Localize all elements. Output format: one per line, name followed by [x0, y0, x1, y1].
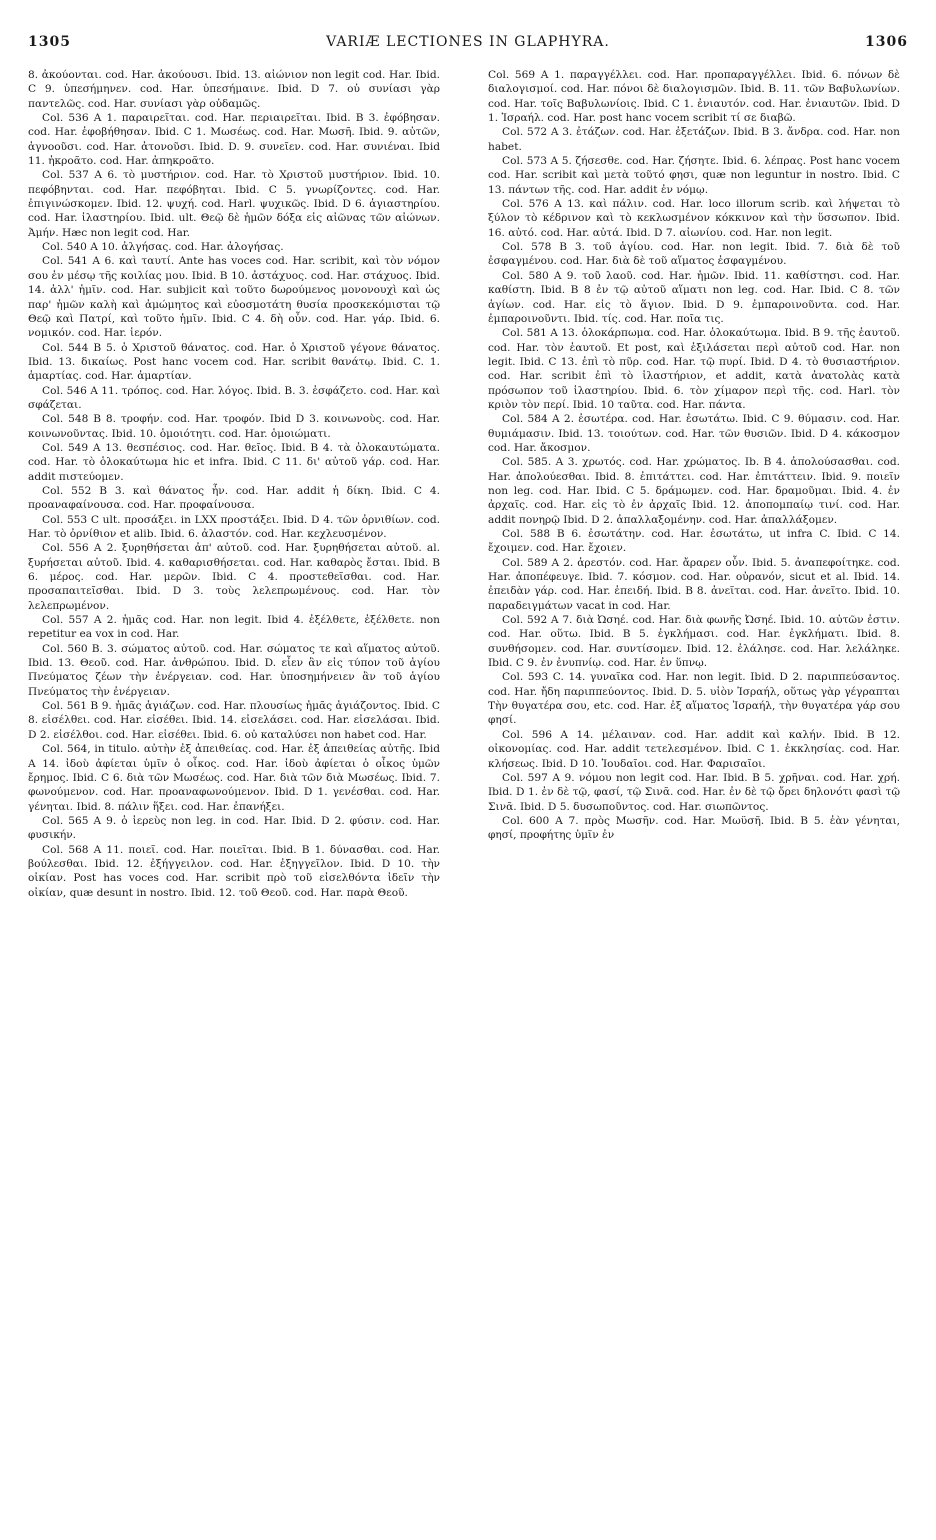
right-column	[488, 68, 900, 843]
variant-entry: Col. 569 A 1. παραγγέλλει. cod. Har. προπαραγγέλλει. Ibid. 6. πόνων δὲ διαλογισμοί. cod. Har. πόνοι δὲ διαλογισμῶν. Ibid. B. 11. τῶν Βαβυλωνίων. cod. Har. τοῖς Βαβυλωνίοις. Ibid. C 1. ἐνιαυτόν. cod. Har. ἐνιαυτῶν. Ibid. D 1. Ἰσραήλ. cod. Har. post hanc vocem scribit τί σε διαβῶ.	[488, 69, 900, 125]
variant-entry: Col. 585. A 3. χρωτός. cod. Har. χρώματος. Ib. B 4. ἀπολούσασθαι. cod. Har. ἀπολούεσθαι. Ibid. 8. ἐπιτάττει. cod. Har. ἐπιτάττειν. Ibid. 9. ποιεῖν non leg. cod. Har. Ibid. C 5. δράμωμεν. cod. Har. δραμοῦμαι. Ibid. 4. ἐν ἀρχαῖς. cod. Har. εἰς τὸ ἐν ἀρχαῖς Ibid. 12. ἀποπομπαίῳ τινί. cod. Har. addit πονηρῷ Ibid. D 2. ἀπαλλαξομένην. cod. Har. ἀπαλλάξομεν.	[488, 456, 900, 526]
running-header	[28, 34, 908, 56]
variant-entry: Col. 596 A 14. μέλαιναν. cod. Har. addit καὶ καλήν. Ibid. B 12. οἰκονομίας. cod. Har. addit τετελεσμένον. Ibid. C 1. ἐκκλησίας. cod. Har. κλήσεως. Ibid. D 10. Ἰουδαῖοι. cod. Har. Φαρισαῖοι.	[488, 728, 900, 770]
variant-entry: Col. 597 A 9. νόμου non legit cod. Har. Ibid. B 5. χρῆναι. cod. Har. χρή. Ibid. D 1. ἐν δὲ τῷ, φασί, τῷ Σινᾶ. cod. Har. ἐν δὲ τῷ ὄρει δηλονότι φασὶ τῷ Σινᾶ. Ibid. D 5. δυσωποῦντος. cod. Har. σιωπῶντος.	[488, 771, 900, 813]
variant-entry: Col. 568 A 11. ποιεῖ. cod. Har. ποιεῖται. Ibid. B 1. δύνασθαι. cod. Har. βούλεσθαι. Ibid. 12. ἐξήγγειλον. cod. Har. ἐξηγγεῖλον. Ibid. D 10. τὴν οἰκίαν. Post has voces cod. Har. scribit πρὸ τοῦ εἰσελθόντα ἰδεῖν τὴν οἰκίαν, quæ desunt in nostro. Ibid. 12. τοῦ Θεοῦ. cod. Har. παρὰ Θεοῦ.	[28, 843, 440, 899]
running-title: VARIÆ LECTIONES IN GLAPHYRA.	[326, 34, 610, 50]
variant-entry: Col. 593 C. 14. γυναῖκα cod. Har. non legit. Ibid. D 2. παριππεύσαντος. cod. Har. ἤδη παριππεύοντος. Ibid. D. 5. υἱὸν Ἰσραήλ, οὕτως γὰρ γέγραπται Τὴν θυγατέρα σου, etc. cod. Har. ἐξ αἵματος Ἰσραήλ, τὴν θυγατέρα γάρ σου φησί.	[488, 671, 900, 727]
variant-entry: Col. 584 A 2. ἐσωτέρα. cod. Har. ἐσωτάτω. Ibid. C 9. θύμασιν. cod. Har. θυμιάμασιν. Ibid. 13. τοιούτων. cod. Har. τῶν θυσιῶν. Ibid. D 4. κάκοσμον cod. Har. ἄκοσμον.	[488, 413, 900, 454]
variant-entry: Col. 592 A 7. διὰ Ὠσηέ. cod. Har. διὰ φωνῆς Ὠσηέ. Ibid. 10. αὐτῶν ἐστιν. cod. Har. οὕτω. Ibid. B 5. ἐγκλήμασι. cod. Har. ἐγκλήματι. Ibid. 8. συνθήσομεν. cod. Har. συντίσομεν. Ibid. 12. ἐλάλησε. cod. Har. λελάληκε. Ibid. C 9. ἐν ἐνυπνίῳ. cod. Har. ἐν ὕπνῳ.	[488, 614, 900, 670]
variant-entry: Col. 541 A 6. καὶ ταυτί. Ante has voces cod. Har. scribit, καὶ τὸν νόμον σου ἐν μέσῳ τῆς κοιλίας μου. Ibid. B 10. ἀστάχυος. cod. Har. στάχυος. Ibid. 14. ἀλλ' ἡμῖν. cod. Har. subjicit καὶ τοῦτο δωρούμενος μονονουχὶ καὶ ὡς παρ' ἡμῶν καλὴ καὶ ἀμώμητος καὶ εὐοσμοτάτη θυσία προσκεκόμισται τῷ Θεῷ καὶ Πατρί, καὶ τοῦτο ἡμῖν. Ibid. C 4. δὴ οὖν. cod. Har. γάρ. Ibid. 6. νομικόν. cod. Har. ἱερόν.	[28, 255, 440, 340]
variant-entry: Col. 546 A 11. τρόπος. cod. Har. λόγος. Ibid. B. 3. ἐσφάζετο. cod. Har. καὶ σφάζεται.	[28, 384, 440, 411]
variant-entry: Col. 576 A 13. καὶ πάλιν. cod. Har. loco illorum scrib. καὶ λήψεται τὸ ξύλον τὸ κέδρινον καὶ τὸ κεκλωσμένον κόκκινον καὶ τὴν ὕσσωπον. Ibid. 16. αὐτό. cod. Har. αὐτά. Ibid. D 7. αἰωνίου. cod. Har. non legit.	[488, 198, 900, 239]
page-number-right: 1306	[865, 34, 908, 50]
variant-entry: Col. 552 B 3. καὶ θάνατος ἦν. cod. Har. addit ἡ δίκη. Ibid. C 4. προαναφαίνουσα. cod. Har. προφαίνουσα.	[28, 484, 440, 512]
variant-entry: Col. 560 B. 3. σώματος αὐτοῦ. cod. Har. σώματος τε καὶ αἵματος αὐτοῦ. Ibid. 13. Θεοῦ. cod. Har. ἀνθρώπου. Ibid. D. εἶεν ἂν εἰς τύπον τοῦ ἁγίου Πνεύματος ζέων τὴν ἐνέργειαν. cod. Har. ὑποσημήνειεν ἂν τοῦ ἁγίου Πνεύματος τὴν ἐνέργειαν.	[28, 642, 440, 698]
variant-entry: Col. 536 A 1. παραιρεῖται. cod. Har. περιαιρεῖται. Ibid. B 3. ἐφόβησαν. cod. Har. ἐφοβήθησαν. Ibid. C 1. Μωσέως. cod. Har. Μωσῆ. Ibid. 9. αὐτῶν, ἀγνοοῦσι. cod. Har. ἀτονοῦσι. Ibid. D. 9. συνεῖεν. cod. Har. συνιέναι. Ibid 11. ἠκροᾶτο. cod. Har. ἀπηκροᾶτο.	[28, 112, 440, 168]
left-column	[28, 68, 440, 900]
variant-entry: Col. 573 A 5. ζήσεσθε. cod. Har. ζήσητε. Ibid. 6. λέπρας. Post hanc vocem cod. Har. scribit καὶ μετὰ τοῦτό φησι, quæ non leguntur in nostro. Ibid. C 13. πάντων τῆς. cod. Har. addit ἐν νόμῳ.	[488, 155, 900, 196]
variant-entry: Col. 565 A 9. ὁ ἱερεὺς non leg. in cod. Har. Ibid. D 2. φύσιν. cod. Har. φυσικήν.	[28, 814, 440, 842]
page-number-left: 1305	[28, 34, 71, 50]
variant-entry: Col. 548 B 8. τροφήν. cod. Har. τροφόν. Ibid D 3. κοινωνοὺς. cod. Har. κοινωνοῦντας. Ibid. 10. ὁμοιότητι. cod. Har. ὁμοιώματι.	[28, 413, 440, 440]
variant-entry: Col. 553 C ult. προσάξει. in LXX προστάξει. Ibid. D 4. τῶν ὀρνιθίων. cod. Har. τὸ ὀρνίθιον et alib. Ibid. 6. ἀλαστόν. cod. Har. κεχλευσμένον.	[28, 513, 440, 540]
variant-entry: Col. 581 A 13. ὁλοκάρπωμα. cod. Har. ὁλοκαύτωμα. Ibid. B 9. τῆς ἑαυτοῦ. cod. Har. τὸν ἑαυτοῦ. Et post, καὶ ἐξιλάσεται περὶ αὐτοῦ cod. Har. non legit. Ibid. C 13. ἐπὶ τὸ πῦρ. cod. Har. τῷ πυρί. Ibid. D 4. τὸ θυσιαστήριον. cod. Har. scribit ἐπὶ τὸ ἱλαστήριον, et addit, κατὰ ἀνατολὰς κατὰ πρόσωπον τοῦ ἱλαστηρίου. Ibid. 6. τὸν χίμαρον περὶ τῆς. cod. Harl. τὸν κριὸν τὸν περί. Ibid. 10 ταῦτα. cod. Har. πάντα.	[488, 327, 900, 411]
variant-entry: Col. 540 A 10. ἀλγήσας. cod. Har. ἀλογήσας.	[42, 241, 284, 254]
variant-entry: Col. 600 A 7. πρὸς Μωσῆν. cod. Har. Μωϋσῆ. Ibid. B 5. ἐὰν γένηται, φησί, προφήτης ὑμῖν ἐν	[488, 814, 900, 842]
variant-entry: Col. 537 A 6. τὸ μυστήριον. cod. Har. τὸ Χριστοῦ μυστήριον. Ibid. 10. πεφόβηνται. cod. Har. πεφόβηται. Ibid. C 5. γνωρίζοντες. cod. Har. ἐπιγινώσκομεν. Ibid. 12. ψυχή. cod. Harl. ψυχικῶς. Ibid. D 6. ἁγιαστηρίου. cod. Har. ἱλαστηρίου. Ibid. ult. Θεῷ δὲ ἡμῶν δόξα εἰς αἰῶνας τῶν αἰώνων. Ἀμήν. Hæc non legit cod. Har.	[28, 169, 440, 239]
variant-entry: Col. 589 A 2. ἀρεστόν. cod. Har. ἄραρεν οὖν. Ibid. 5. ἀναπεφοίτηκε. cod. Har. ἀποπέφευγε. Ibid. 7. κόσμον. cod. Har. οὐρανόν, sicut et al. Ibid. 14. ἐπειδὰν γάρ. cod. Har. ἐπειδή. Ibid. B 8. ἀνεῖται. cod. Har. ἀνεῖτο. Ibid. 10. παραδειγμάτων vacat in cod. Har.	[488, 556, 900, 612]
variant-entry: Col. 561 B 9. ἡμᾶς ἁγιάζων. cod. Har. πλουσίως ἡμᾶς ἁγιάζοντος. Ibid. C 8. εἰσέλθει. cod. Har. εἰσέθει. Ibid. 14. εἰσελάσει. cod. Har. εἰσελάσαι. Ibid. D 2. εἰσέλθοι. cod. Har. εἰσέθει. Ibid. 6. οὐ καταλύσει non habet cod. Har.	[28, 700, 440, 741]
variant-entry: Col. 588 B 6. ἐσωτάτην. cod. Har. ἐσωτάτω, ut infra C. Ibid. C 14. ἔχοιμεν. cod. Har. ἔχοιεν.	[488, 528, 900, 555]
variant-entry: Col. 580 A 9. τοῦ λαοῦ. cod. Har. ἡμῶν. Ibid. 11. καθίστησι. cod. Har. καθίστη. Ibid. B 8 ἐν τῷ αὐτοῦ αἵματι non leg. cod. Har. Ibid. C 8. τῶν ἁγίων. cod. Har. εἰς τὸ ἅγιον. Ibid. D 9. ἐμπαροινοῦντα. cod. Har. ἐμπαροινοῦντι. Ibid. τίς. cod. Har. ποῖα τις.	[488, 269, 900, 325]
variant-entry: Col. 556 A 2. ξυρηθήσεται ἀπ' αὐτοῦ. cod. Har. ξυρηθήσεται αὐτοῦ. al. ξυρήσεται αὐτοῦ. Ibid. 4. καθαρισθήσεται. cod. Har. καθαρὸς ἔσται. Ibid. B 6. μέρος. cod. Har. μερῶν. Ibid. C 4. προστεθεῖσθαι. cod. Har. προσαπαιτεῖσθαι. Ibid. D 3. τοὺς λελεπρωμένους. cod. Har. τὸν λελεπρωμένον.	[28, 542, 440, 612]
variant-entry: Col. 564, in titulo. αὐτὴν ἐξ ἀπειθείας. cod. Har. ἐξ ἀπειθείας αὐτῆς. Ibid A 14. ἰδοὺ ἀφίεται ὑμῖν ὁ οἶκος. cod. Har. ἰδοὺ ἀφίεται ὁ οἶκος ὑμῶν ἔρημος. Ibid. C 6. διὰ τῶν Μωσέως. cod. Har. διὰ τῶν διὰ Μωσέως. Ibid. 7. φωνούμενον. cod. Har. προαναφωνούμενον. Ibid. D 1. γενέσθαι. cod. Har. γένηται. Ibid. 8. πάλιν ἥξει. cod. Har. ἐπανήξει.	[28, 743, 440, 813]
variant-entry: 8. ἀκούονται. cod. Har. ἀκούουσι. Ibid. 13. αἰώνιον non legit cod. Har. Ibid. C 9. ὑπεσήμηνεν. cod. Har. ὑπεσήμαινε. Ibid. D 7. οὐ συνίασι γὰρ παντελῶς. cod. Har. συνίασι γὰρ οὐδαμῶς.	[28, 69, 440, 110]
variant-entry: Col. 578 B 3. τοῦ ἁγίου. cod. Har. non legit. Ibid. 7. διὰ δὲ τοῦ ἐσφαγμένου. cod. Har. διὰ δὲ τοῦ αἵματος ἐσφαγμένου.	[488, 241, 900, 268]
variant-entry: Col. 549 A 13. θεσπέσιος. cod. Har. θεῖος. Ibid. B 4. τὰ ὁλοκαυτώματα. cod. Har. τὸ ὁλοκαύτωμα hic et infra. Ibid. C 11. δι' αὐτοῦ γάρ. cod. Har. addit πιστεύομεν.	[28, 441, 440, 483]
variant-entry: Col. 572 A 3. ἐτάζων. cod. Har. ἐξετάζων. Ibid. B 3. ἄνδρα. cod. Har. non habet.	[488, 126, 900, 153]
variant-entry: Col. 544 B 5. ὁ Χριστοῦ θάνατος. cod. Har. ὁ Χριστοῦ γέγονε θάνατος. Ibid. 13. δικαίως. Post hanc vocem cod. Har. scribit θανάτῳ. Ibid. C. 1. ἁμαρτίας. cod. Har. ἁμαρτίαν.	[28, 341, 440, 383]
variant-entry: Col. 557 A 2. ἡμᾶς cod. Har. non legit. Ibid 4. ἐξέλθετε, ἐξέλθετε. non repetitur ea vox in cod. Har.	[28, 614, 440, 641]
